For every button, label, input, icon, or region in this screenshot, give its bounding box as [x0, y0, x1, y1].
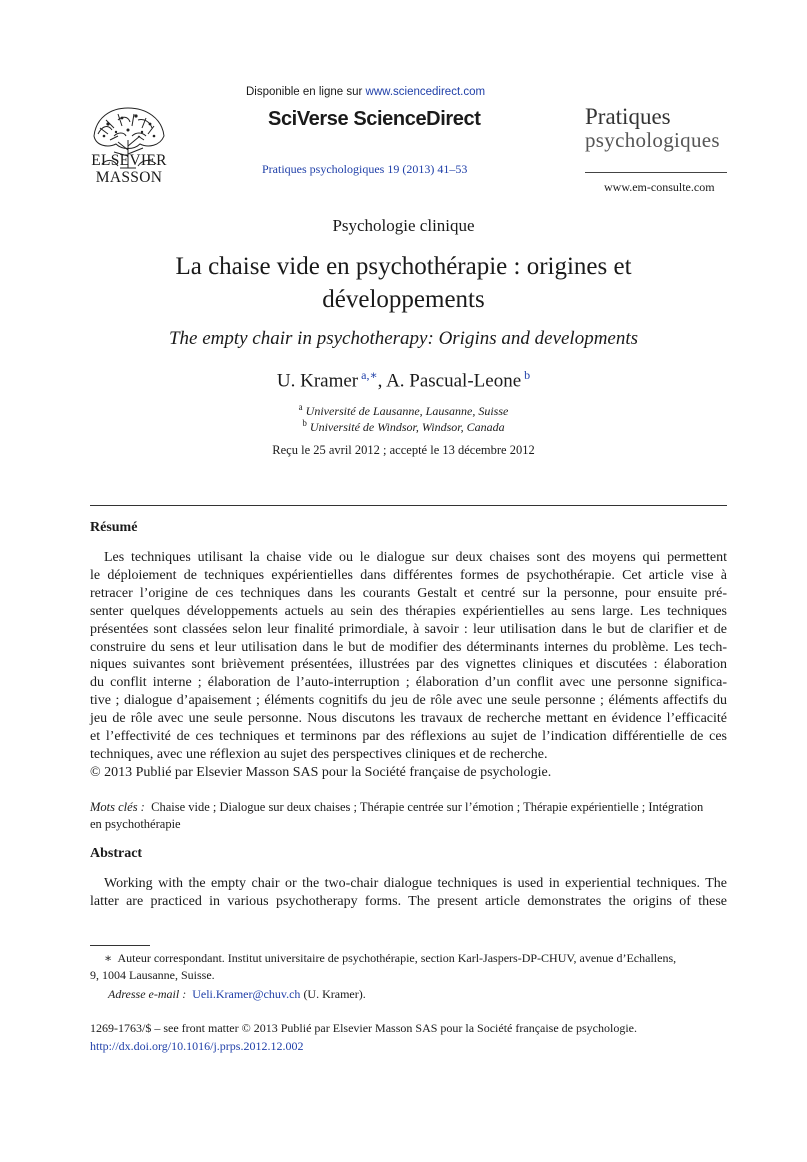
author-affiliation-mark[interactable]: a,∗	[361, 368, 378, 382]
journal-citation[interactable]: Pratiques psychologiques 19 (2013) 41–53	[262, 162, 468, 176]
author-list: U. Kramer $^{a,∗}$, A. Pascual-Leone $^b$	[276, 368, 531, 392]
issn-line: 1269-1763/$ – see front matter © 2013 Publié par Elsevier Masson SAS pour la Société française de psychologie.	[90, 1021, 637, 1035]
footnote-email-line	[90, 986, 727, 1003]
affiliation-text: Université de Lausanne, Lausanne, Suisse	[305, 404, 509, 418]
affiliation-a	[0, 402, 807, 419]
platform-name: SciVerse ScienceDirect	[268, 108, 481, 130]
resume-line: tive ; dialogue d’apaisement ; éléments cognitifs du jeu de rôle avec une seule personne ; éléments affectifs du	[90, 693, 727, 709]
resume-heading: Résumé	[90, 520, 138, 535]
availability-line	[246, 86, 485, 98]
journal-website[interactable]: www.em-consulte.com	[604, 180, 715, 194]
email-suffix: (U. Kramer).	[303, 987, 366, 1001]
abstract-line: latter are practiced in various psychotherapy forms. The present article demonstrates the origins of these	[90, 893, 727, 909]
abstract-body	[90, 875, 727, 911]
affiliation-b	[0, 418, 807, 435]
journal-title-line1: Pratiques	[585, 104, 671, 129]
footnote-divider	[90, 945, 150, 946]
footnote-mark: ∗	[104, 951, 113, 965]
resume-line: construire du sens et leur utilisation dans le but de modifier des déterminants internes du problème. Les tech-	[90, 639, 727, 655]
article-title	[0, 250, 807, 316]
resume-line: et l’effectivité de ces techniques et terminons par des réflexions au sujet de l’indication différentielle de ces	[90, 729, 727, 745]
resume-line: présentées sont classées selon leur finalité primordiale, à savoir : leur utilisation dans le but de clarifier et de	[90, 621, 727, 637]
sciencedirect-link[interactable]: www.sciencedirect.com	[365, 86, 486, 98]
resume-line: jeu de rôle avec une seule personne. Nous discutons les travaux de recherche mettant en évidence l’efficacité	[90, 711, 727, 727]
keywords-text: Chaise vide ; Dialogue sur deux chaises ; Thérapie centrée sur l’émotion ; Thérapie expérientielle ; Intégration	[151, 800, 704, 814]
resume-line: le déploiement de techniques expérientielles dans différentes formes de psychothérapie. Cet article vise à	[90, 567, 727, 583]
keywords-label: Mots clés :	[90, 800, 145, 814]
footnote-line	[90, 950, 727, 967]
affiliation-text: Université de Windsor, Windsor, Canada	[309, 420, 505, 434]
article-title-line2: développements	[322, 286, 485, 313]
resume-line: retracer l’origine de ces techniques dans les courants Gestalt et centré sur la personne, pour ensuite pré-	[90, 585, 727, 601]
section-label: Psychologie clinique	[332, 216, 475, 235]
footnote	[90, 950, 727, 1003]
keywords-text-continued: en psychothérapie	[90, 817, 181, 831]
abstract-line: Working with the empty chair or the two-chair dialogue techniques is used in experiential techniques. The	[104, 876, 727, 891]
resume-line: techniques, avec une réflexion au sujet des perspectives cliniques et de recherche.	[90, 746, 548, 762]
journal-title-line2: psychologiques	[585, 128, 720, 152]
author-name: U. Kramer	[276, 370, 359, 392]
abstract-heading: Abstract	[90, 846, 143, 861]
resume-body	[90, 549, 727, 782]
section-divider	[90, 505, 727, 506]
author-affiliation-mark[interactable]: b	[524, 368, 531, 382]
resume-line: du conflit interne ; élaboration de l’auto-interruption ; élaboration d’un conflit avec une personne significa-	[90, 675, 727, 691]
affiliation-mark: b	[302, 418, 307, 428]
affiliation-mark: a	[298, 402, 303, 412]
keywords	[90, 799, 727, 833]
doi-link[interactable]: http://dx.doi.org/10.1016/j.prps.2012.12.002	[90, 1039, 304, 1053]
author-name: A. Pascual-Leone	[386, 370, 522, 392]
article-title-english: The empty chair in psychotherapy: Origins and developments	[168, 328, 639, 349]
publisher-name-line1: ELSEVIER	[91, 152, 167, 169]
article-title-line1: La chaise vide en psychothérapie : origines et	[175, 253, 632, 280]
availability-prefix: Disponible en ligne sur	[246, 86, 366, 98]
email-label: Adresse e-mail :	[108, 987, 187, 1001]
footnote-text: Auteur correspondant. Institut universitaire de psychothérapie, section Karl-Jaspers-DP-CHUV, avenue d’Echallens,	[117, 951, 677, 965]
resume-copyright: © 2013 Publié par Elsevier Masson SAS pour la Société française de psychologie.	[90, 764, 552, 780]
received-dates: Reçu le 25 avril 2012 ; accepté le 13 décembre 2012	[272, 443, 535, 457]
header-divider	[585, 172, 727, 173]
publisher-name	[88, 152, 170, 186]
email-link[interactable]: Ueli.Kramer@chuv.ch	[192, 987, 301, 1001]
resume-line: Les techniques utilisant la chaise vide ou le dialogue sur deux chaises sont des moyens qui permettent	[104, 550, 727, 565]
publisher-name-line2: MASSON	[95, 169, 163, 186]
resume-line: senter quelques développements actuels au sein des thérapies expérientielles au sens large. Les techniques	[90, 603, 727, 619]
footnote-line2: 9, 1004 Lausanne, Suisse.	[90, 968, 215, 982]
resume-line: niques suivantes sont brièvement présentées, illustrées par des vignettes cliniques et discutées : élaboration	[90, 657, 727, 673]
